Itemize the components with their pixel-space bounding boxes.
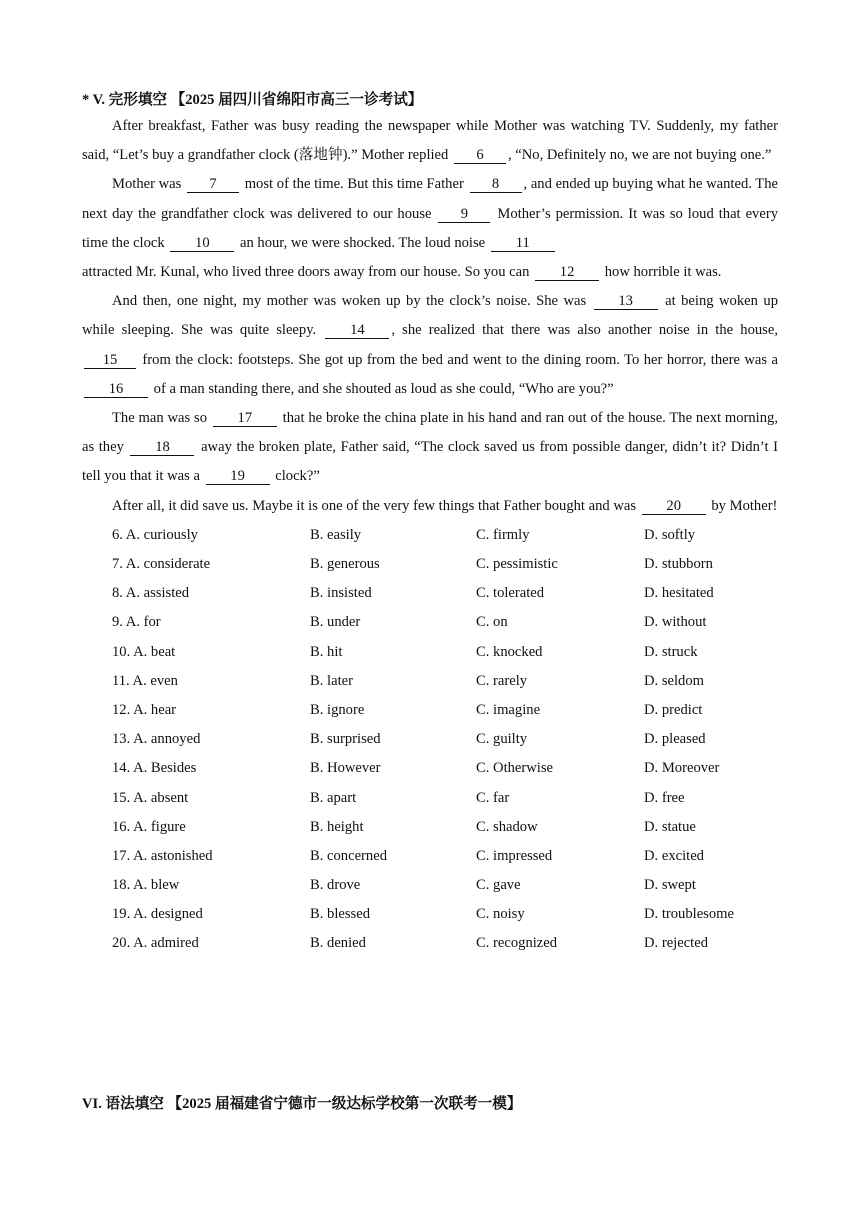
option-b: B. under <box>310 614 361 631</box>
passage-text: away the broken plate, Father said, “The clock saved us from possible danger, didn’t it? Didn’t I tell you that it was a <box>82 439 778 485</box>
option-c: C. firmly <box>476 526 530 543</box>
option-b: B. easily <box>310 526 362 543</box>
option-b: B. hit <box>310 643 343 660</box>
option-row <box>82 929 778 958</box>
option-c: C. shadow <box>476 818 538 835</box>
option-c: C. Otherwise <box>476 760 554 777</box>
passage-text: , she realized that there was also another noise in the house, <box>391 322 778 339</box>
option-a: 19. A. designed <box>112 906 203 923</box>
option-d: D. seldom <box>644 672 704 689</box>
passage-text: , and ended up buying what he wanted. The next day the grandfather clock was delivered to our house <box>82 176 778 222</box>
option-a: 12. A. hear <box>112 701 177 718</box>
blank-7: 7 <box>187 176 239 193</box>
option-row <box>82 842 778 871</box>
option-d: D. struck <box>644 643 698 660</box>
passage-paragraph-4 <box>82 404 778 492</box>
document-page <box>82 88 778 959</box>
option-row <box>82 725 778 754</box>
option-c: C. pessimistic <box>476 556 558 573</box>
passage-text: at being woken up while sleeping. She was quite sleepy. <box>82 293 778 339</box>
option-d: D. Moreover <box>644 760 720 777</box>
passage-text: clock?” <box>271 468 320 485</box>
blank-8: 8 <box>470 176 522 193</box>
option-b: B. generous <box>310 556 380 573</box>
passage-text: of a man standing there, and she shouted as loud as she could, “Who are you?” <box>150 380 614 397</box>
passage-paragraph-5 <box>82 492 778 521</box>
option-c: C. recognized <box>476 935 558 952</box>
blank-10: 10 <box>170 235 234 252</box>
passage-text: And then, one night, my mother was woken up by the clock’s noise. She was <box>112 293 592 310</box>
blank-11: 11 <box>491 235 555 252</box>
option-d: D. rejected <box>644 935 709 952</box>
passage-text: , “No, Definitely no, we are not buying one.” <box>507 147 772 164</box>
blank-16: 16 <box>84 381 148 398</box>
option-d: D. swept <box>644 877 696 894</box>
option-b: B. insisted <box>310 585 372 602</box>
option-a: 13. A. annoyed <box>112 731 201 748</box>
option-a: 6. A. curiously <box>112 526 198 543</box>
option-b: B. However <box>310 760 381 777</box>
blank-18: 18 <box>130 439 194 456</box>
option-row <box>82 608 778 637</box>
passage-paragraph-3 <box>82 287 778 404</box>
option-row <box>82 784 778 813</box>
option-b: B. drove <box>310 877 361 894</box>
option-c: C. imagine <box>476 701 541 718</box>
option-a: 7. A. considerate <box>112 556 211 573</box>
blank-14: 14 <box>325 322 389 339</box>
passage-text: that he broke the china plate in his hand and ran out of the house. The next morning, as they <box>82 410 778 456</box>
option-a: 9. A. for <box>112 614 161 631</box>
option-a: 17. A. astonished <box>112 847 213 864</box>
blank-19: 19 <box>206 468 270 485</box>
option-d: D. predict <box>644 701 703 718</box>
section-heading-cloze: * V. 完形填空 【2025 届四川省绵阳市高三一诊考试】 <box>82 92 423 108</box>
option-b: B. apart <box>310 789 357 806</box>
option-b: B. concerned <box>310 847 387 864</box>
option-row <box>82 550 778 579</box>
option-d: D. troublesome <box>644 906 734 923</box>
option-c: C. tolerated <box>476 585 545 602</box>
passage-text: Mother was <box>112 176 186 193</box>
option-c: C. impressed <box>476 847 553 864</box>
option-row <box>82 667 778 696</box>
blank-6: 6 <box>454 147 506 164</box>
option-a: 20. A. admired <box>112 935 199 952</box>
passage-text: an hour, we were shocked. The loud noise <box>236 234 489 251</box>
blank-17: 17 <box>213 410 277 427</box>
option-row <box>82 871 778 900</box>
blank-12: 12 <box>535 264 599 281</box>
option-d: D. pleased <box>644 731 706 748</box>
option-a: 18. A. blew <box>112 877 180 894</box>
passage-text: by Mother! <box>707 497 778 514</box>
option-d: D. excited <box>644 847 704 864</box>
passage-text: After all, it did save us. Maybe it is one of the very few things that Father bought and was <box>112 497 640 514</box>
option-row <box>82 813 778 842</box>
passage-text: how horrible it was. <box>601 264 722 281</box>
option-c: C. knocked <box>476 643 543 660</box>
passage-paragraph-2 <box>82 170 778 287</box>
answer-options <box>82 521 778 959</box>
option-d: D. hesitated <box>644 585 714 602</box>
blank-9: 9 <box>438 206 490 223</box>
passage-text: from the clock: footsteps. She got up from the bed and went to the dining room. To her horror, there was a <box>138 351 778 368</box>
option-c: C. noisy <box>476 906 525 923</box>
option-b: B. height <box>310 818 364 835</box>
option-c: C. far <box>476 789 510 806</box>
option-c: C. gave <box>476 877 521 894</box>
option-a: 8. A. assisted <box>112 585 190 602</box>
option-d: D. without <box>644 614 707 631</box>
section-heading-grammar: VI. 语法填空 【2025 届福建省宁德市一级达标学校第一次联考一模】 <box>82 1096 522 1112</box>
option-a: 15. A. absent <box>112 789 189 806</box>
blank-13: 13 <box>594 293 658 310</box>
option-b: B. later <box>310 672 353 689</box>
blank-15: 15 <box>84 352 136 369</box>
option-d: D. free <box>644 789 685 806</box>
option-b: B. denied <box>310 935 366 952</box>
option-row <box>82 696 778 725</box>
option-row <box>82 579 778 608</box>
passage-text: attracted Mr. Kunal, who lived three doors away from our house. So you can <box>82 264 534 281</box>
option-b: B. blessed <box>310 906 370 923</box>
blank-20: 20 <box>642 498 706 515</box>
option-c: C. guilty <box>476 731 528 748</box>
option-a: 11. A. even <box>112 672 178 689</box>
passage-text: After breakfast, Father was busy reading the newspaper while Mother was watching TV. Suddenly, my father said, “Let’s buy a grandfather clock (落地钟).” Mother replied <box>82 118 778 164</box>
option-a: 10. A. beat <box>112 643 176 660</box>
option-c: C. on <box>476 614 508 631</box>
option-d: D. softly <box>644 526 696 543</box>
option-row <box>82 900 778 929</box>
option-row <box>82 521 778 550</box>
passage-text: most of the time. But this time Father <box>241 176 468 193</box>
option-b: B. ignore <box>310 701 365 718</box>
option-a: 16. A. figure <box>112 818 186 835</box>
option-a: 14. A. Besides <box>112 760 197 777</box>
passage-text: Mother’s permission. It was so loud that every time the clock <box>82 205 778 251</box>
option-d: D. statue <box>644 818 696 835</box>
option-c: C. rarely <box>476 672 528 689</box>
option-b: B. surprised <box>310 731 381 748</box>
option-d: D. stubborn <box>644 556 713 573</box>
option-row <box>82 754 778 783</box>
passage-paragraph-1 <box>82 112 778 170</box>
option-row <box>82 638 778 667</box>
passage-text: The man was so <box>112 410 211 427</box>
